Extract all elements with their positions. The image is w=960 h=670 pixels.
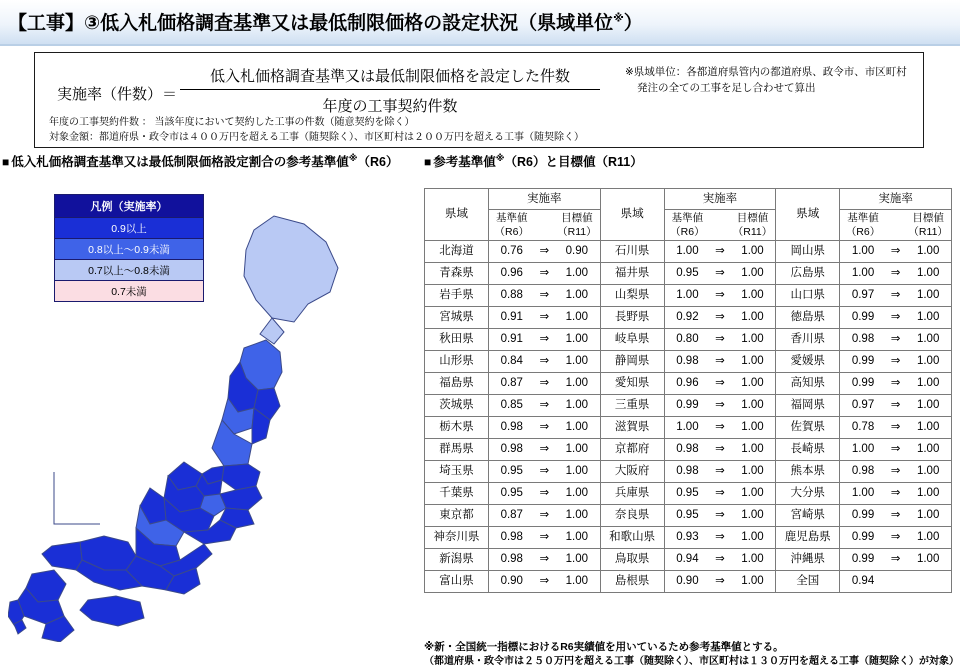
cell-prefecture: 大分県 (776, 483, 840, 505)
th-pref-2: 県域 (600, 189, 664, 241)
arrow-icon: ⇒ (535, 307, 555, 329)
table-row (425, 505, 952, 527)
cell-prefecture: 滋賀県 (600, 417, 664, 439)
cell-target-value: 1.00 (730, 395, 776, 417)
cell-baseline-value: 0.95 (664, 483, 710, 505)
cell-prefecture: 広島県 (776, 263, 840, 285)
legend-row-3: 0.7未満 (55, 281, 203, 301)
table-row (425, 417, 952, 439)
japan-map-panel (8, 172, 412, 642)
cell-prefecture: 宮城県 (425, 307, 489, 329)
cell-baseline-value: 0.85 (488, 395, 534, 417)
cell-prefecture: 熊本県 (776, 461, 840, 483)
arrow-icon: ⇒ (710, 241, 730, 263)
cell-target-value: 1.00 (554, 571, 600, 593)
cell-prefecture: 佐賀県 (776, 417, 840, 439)
th-jisshi-2: 実施率 (664, 189, 776, 210)
arrow-icon: ⇒ (886, 417, 906, 439)
cell-baseline-value: 0.98 (488, 417, 534, 439)
cell-target-value: 1.00 (905, 395, 951, 417)
th-mokuhyo-2-label: 目標値 (736, 212, 769, 224)
cell-target-value: 1.00 (905, 373, 951, 395)
arrow-icon: ⇒ (886, 373, 906, 395)
arrow-icon: ⇒ (535, 263, 555, 285)
cell-prefecture: 大阪府 (600, 461, 664, 483)
cell-prefecture: 鹿児島県 (776, 527, 840, 549)
legend-row-1: 0.8以上～0.9未満 (55, 239, 203, 260)
cell-baseline-value: 0.84 (488, 351, 534, 373)
cell-target-value: 1.00 (730, 549, 776, 571)
cell-prefecture: 千葉県 (425, 483, 489, 505)
th-kijun-2-year: （R6） (670, 226, 705, 238)
formula-numerator: 低入札価格調査基準又は最低制限価格を設定した件数 (209, 68, 570, 85)
th-pref-3: 県域 (776, 189, 840, 241)
arrow-icon: ⇒ (535, 505, 555, 527)
arrow-icon: ⇒ (886, 527, 906, 549)
cell-prefecture: 栃木県 (425, 417, 489, 439)
cell-target-value: 1.00 (554, 307, 600, 329)
cell-prefecture: 島根県 (600, 571, 664, 593)
table-head (425, 189, 952, 241)
cell-baseline-value: 0.87 (488, 505, 534, 527)
cell-target-value: 1.00 (554, 461, 600, 483)
cell-baseline-value: 1.00 (664, 285, 710, 307)
cell-baseline-value: 0.98 (840, 461, 886, 483)
arrow-icon: ⇒ (886, 263, 906, 285)
page-title (8, 8, 643, 35)
cell-prefecture: 神奈川県 (425, 527, 489, 549)
arrow-icon: ⇒ (535, 373, 555, 395)
th-arrow-1 (535, 210, 555, 241)
section-heading-map-tail: （R6） (357, 155, 399, 169)
cell-baseline-value: 0.96 (664, 373, 710, 395)
th-mokuhyo-1-year: （R11） (557, 226, 597, 238)
formula-label: 実施率（件数）＝ (57, 86, 178, 103)
cell-target-value: 1.00 (554, 285, 600, 307)
th-kijun-3 (840, 210, 886, 241)
arrow-icon: ⇒ (886, 351, 906, 373)
table-row (425, 263, 952, 285)
section-heading-map-sup: ※ (348, 152, 358, 163)
table-row (425, 351, 952, 373)
table-row (425, 461, 952, 483)
th-kijun-3-year: （R6） (845, 226, 881, 238)
arrow-icon: ⇒ (710, 505, 730, 527)
cell-prefecture: 岡山県 (776, 241, 840, 263)
cell-baseline-value: 0.98 (488, 439, 534, 461)
cell-prefecture: 東京都 (425, 505, 489, 527)
cell-target-value: 1.00 (905, 549, 951, 571)
arrow-icon: ⇒ (710, 285, 730, 307)
cell-prefecture: 群馬県 (425, 439, 489, 461)
page-title-tail: ） (623, 13, 643, 34)
cell-prefecture: 福岡県 (776, 395, 840, 417)
table-row (425, 571, 952, 593)
table-head-row-2 (425, 210, 952, 241)
formula-fraction (180, 65, 600, 116)
reference-values-table-wrap (424, 188, 952, 593)
th-kijun-2-label: 基準値 (671, 212, 704, 224)
arrow-icon: ⇒ (710, 329, 730, 351)
arrow-icon: ⇒ (535, 395, 555, 417)
formula-note-line1: ※県域単位：各都道府県管内の都道府県、政令市、市区町村 (625, 66, 907, 78)
page-title-sup: ※ (613, 12, 624, 25)
cell-baseline-value: 0.95 (488, 461, 534, 483)
cell-target-value: 1.00 (554, 351, 600, 373)
table-row (425, 483, 952, 505)
arrow-icon: ⇒ (886, 461, 906, 483)
cell-prefecture: 沖縄県 (776, 549, 840, 571)
arrow-icon: ⇒ (886, 439, 906, 461)
arrow-icon: ⇒ (535, 329, 555, 351)
cell-prefecture: 和歌山県 (600, 527, 664, 549)
th-mokuhyo-1 (554, 210, 600, 241)
cell-baseline-value: 1.00 (840, 241, 886, 263)
cell-target-value: 1.00 (554, 417, 600, 439)
cell-target-value: 1.00 (730, 285, 776, 307)
cell-target-value: 1.00 (554, 527, 600, 549)
cell-target-value: 1.00 (905, 527, 951, 549)
section-heading-table-tail: （R6）と目標値（R11） (504, 155, 643, 169)
cell-target-value: 1.00 (730, 241, 776, 263)
cell-baseline-value: 0.88 (488, 285, 534, 307)
reference-values-table (424, 188, 952, 593)
cell-prefecture: 福島県 (425, 373, 489, 395)
table-row (425, 527, 952, 549)
cell-prefecture: 山梨県 (600, 285, 664, 307)
cell-prefecture: 高知県 (776, 373, 840, 395)
cell-prefecture: 福井県 (600, 263, 664, 285)
legend-row-0: 0.9以上 (55, 218, 203, 239)
arrow-icon: ⇒ (535, 461, 555, 483)
cell-baseline-value: 0.94 (840, 571, 886, 593)
cell-baseline-value: 0.90 (488, 571, 534, 593)
cell-target-value: 1.00 (905, 505, 951, 527)
cell-baseline-value: 0.99 (840, 307, 886, 329)
formula-box (34, 52, 924, 148)
cell-baseline-value: 0.90 (664, 571, 710, 593)
th-kijun-1-label: 基準値 (496, 212, 528, 224)
cell-baseline-value: 0.92 (664, 307, 710, 329)
arrow-icon: ⇒ (710, 307, 730, 329)
cell-baseline-value: 0.97 (840, 285, 886, 307)
cell-prefecture: 山口県 (776, 285, 840, 307)
cell-baseline-value: 0.99 (840, 527, 886, 549)
cell-target-value: 1.00 (730, 461, 776, 483)
cell-target-value: 1.00 (730, 571, 776, 593)
table-row (425, 549, 952, 571)
bullet-square-icon-2: ■ (424, 155, 432, 169)
cell-baseline-value: 0.80 (664, 329, 710, 351)
cell-target-value: 1.00 (730, 329, 776, 351)
cell-target-value: 1.00 (554, 373, 600, 395)
cell-baseline-value: 0.98 (664, 439, 710, 461)
cell-target-value: 1.00 (730, 527, 776, 549)
arrow-icon: ⇒ (886, 285, 906, 307)
arrow-icon: ⇒ (535, 571, 555, 593)
section-heading-table (424, 152, 643, 170)
section-heading-map (2, 152, 399, 170)
fraction-bar (180, 89, 600, 90)
cell-baseline-value: 0.76 (488, 241, 534, 263)
arrow-icon: ⇒ (710, 351, 730, 373)
cell-target-value: 1.00 (905, 461, 951, 483)
table-row (425, 373, 952, 395)
cell-target-value: 1.00 (554, 263, 600, 285)
cell-target-value: 1.00 (905, 241, 951, 263)
th-jisshi-1: 実施率 (488, 189, 600, 210)
cell-prefecture: 新潟県 (425, 549, 489, 571)
cell-baseline-value: 0.99 (840, 549, 886, 571)
cell-prefecture: 岐阜県 (600, 329, 664, 351)
table-row (425, 285, 952, 307)
cell-target-value: 1.00 (730, 351, 776, 373)
arrow-icon: ⇒ (710, 461, 730, 483)
cell-prefecture: 鳥取県 (600, 549, 664, 571)
arrow-icon: ⇒ (710, 439, 730, 461)
cell-baseline-value: 0.87 (488, 373, 534, 395)
th-mokuhyo-2-year: （R11） (732, 226, 773, 238)
th-kijun-3-label: 基準値 (847, 212, 879, 224)
cell-target-value: 1.00 (554, 505, 600, 527)
arrow-icon: ⇒ (710, 571, 730, 593)
cell-prefecture: 兵庫県 (600, 483, 664, 505)
map-legend (54, 194, 204, 302)
cell-baseline-value: 0.94 (664, 549, 710, 571)
cell-target-value (905, 571, 951, 593)
cell-prefecture: 静岡県 (600, 351, 664, 373)
cell-prefecture: 秋田県 (425, 329, 489, 351)
arrow-icon: ⇒ (535, 417, 555, 439)
cell-target-value: 1.00 (905, 285, 951, 307)
cell-baseline-value: 0.99 (840, 351, 886, 373)
th-kijun-1 (488, 210, 534, 241)
arrow-icon: ⇒ (886, 241, 906, 263)
formula-note-line2: 発注の全ての工事を足し合わせて算出 (637, 81, 816, 94)
th-mokuhyo-2 (730, 210, 776, 241)
cell-baseline-value: 0.91 (488, 307, 534, 329)
cell-prefecture: 京都府 (600, 439, 664, 461)
cell-prefecture: 北海道 (425, 241, 489, 263)
cell-target-value: 1.00 (905, 351, 951, 373)
cell-target-value: 1.00 (554, 549, 600, 571)
cell-baseline-value: 0.98 (488, 549, 534, 571)
cell-baseline-value: 0.98 (664, 461, 710, 483)
cell-prefecture: 岩手県 (425, 285, 489, 307)
cell-baseline-value: 0.78 (840, 417, 886, 439)
table-head-row-1 (425, 189, 952, 210)
arrow-icon: ⇒ (886, 307, 906, 329)
arrow-icon: ⇒ (886, 483, 906, 505)
cell-target-value: 1.00 (554, 483, 600, 505)
cell-baseline-value: 0.91 (488, 329, 534, 351)
arrow-icon: ⇒ (535, 483, 555, 505)
cell-target-value: 1.00 (730, 417, 776, 439)
arrow-icon: ⇒ (710, 527, 730, 549)
cell-target-value: 1.00 (905, 417, 951, 439)
cell-baseline-value: 1.00 (840, 439, 886, 461)
arrow-icon: ⇒ (535, 241, 555, 263)
cell-prefecture: 全国 (776, 571, 840, 593)
legend-row-2: 0.7以上～0.8未満 (55, 260, 203, 281)
arrow-icon: ⇒ (886, 549, 906, 571)
cell-baseline-value: 0.97 (840, 395, 886, 417)
cell-prefecture: 富山県 (425, 571, 489, 593)
cell-prefecture: 山形県 (425, 351, 489, 373)
table-row (425, 395, 952, 417)
cell-target-value: 1.00 (905, 329, 951, 351)
arrow-icon (886, 571, 906, 593)
formula-foot-line2: 対象金額：都道府県・政令市は４００万円を超える工事（随契除く）、市区町村は２００万円を超える工事（随契除く） (49, 132, 584, 143)
th-kijun-1-year: （R6） (494, 226, 529, 238)
th-arrow-2 (710, 210, 730, 241)
th-kijun-2 (664, 210, 710, 241)
cell-baseline-value: 0.99 (664, 395, 710, 417)
footnote-line2: （都道府県・政令市は２５０万円を超える工事（随契除く）、市区町村は１３０万円を超える工事（随契除く）が対象） (424, 656, 959, 668)
arrow-icon: ⇒ (535, 549, 555, 571)
cell-target-value: 0.90 (554, 241, 600, 263)
arrow-icon: ⇒ (710, 263, 730, 285)
cell-target-value: 1.00 (905, 263, 951, 285)
section-heading-table-sup: ※ (495, 152, 505, 163)
cell-target-value: 1.00 (730, 307, 776, 329)
arrow-icon: ⇒ (710, 395, 730, 417)
legend-title: 凡例（実施率） (55, 195, 203, 218)
arrow-icon: ⇒ (710, 483, 730, 505)
cell-baseline-value: 0.96 (488, 263, 534, 285)
cell-baseline-value: 0.98 (664, 351, 710, 373)
cell-baseline-value: 0.98 (488, 527, 534, 549)
cell-target-value: 1.00 (730, 263, 776, 285)
th-pref-1: 県域 (425, 189, 489, 241)
cell-baseline-value: 1.00 (664, 417, 710, 439)
cell-baseline-value: 0.95 (488, 483, 534, 505)
cell-baseline-value: 1.00 (664, 241, 710, 263)
cell-baseline-value: 0.95 (664, 505, 710, 527)
th-mokuhyo-3-label: 目標値 (912, 212, 944, 224)
table-row (425, 329, 952, 351)
table-row (425, 439, 952, 461)
th-mokuhyo-3 (905, 210, 951, 241)
arrow-icon: ⇒ (535, 527, 555, 549)
cell-prefecture: 長崎県 (776, 439, 840, 461)
footnote-line1: ※新・全国統一指標におけるR6実績値を用いているため参考基準値とする。 (424, 641, 784, 653)
cell-prefecture: 茨城県 (425, 395, 489, 417)
arrow-icon: ⇒ (535, 439, 555, 461)
cell-baseline-value: 0.99 (840, 373, 886, 395)
cell-prefecture: 香川県 (776, 329, 840, 351)
arrow-icon: ⇒ (710, 373, 730, 395)
formula-foot-line1: 年度の工事契約件数 ： 当該年度において契約した工事の件数（随意契約を除く） (49, 117, 415, 128)
th-jisshi-3: 実施率 (840, 189, 952, 210)
cell-target-value: 1.00 (730, 373, 776, 395)
cell-target-value: 1.00 (730, 505, 776, 527)
th-mokuhyo-3-year: （R11） (908, 226, 948, 238)
formula-footnote (49, 115, 584, 145)
cell-target-value: 1.00 (554, 329, 600, 351)
bullet-square-icon: ■ (2, 155, 10, 169)
table-footnote (424, 640, 959, 670)
cell-prefecture: 愛知県 (600, 373, 664, 395)
cell-baseline-value: 1.00 (840, 263, 886, 285)
cell-prefecture: 奈良県 (600, 505, 664, 527)
cell-baseline-value: 0.95 (664, 263, 710, 285)
page-header (0, 0, 960, 46)
cell-target-value: 1.00 (905, 307, 951, 329)
th-mokuhyo-1-label: 目標値 (561, 212, 593, 224)
cell-prefecture: 宮崎県 (776, 505, 840, 527)
cell-prefecture: 三重県 (600, 395, 664, 417)
table-body (425, 241, 952, 593)
arrow-icon: ⇒ (535, 351, 555, 373)
cell-target-value: 1.00 (905, 439, 951, 461)
arrow-icon: ⇒ (886, 395, 906, 417)
cell-prefecture: 徳島県 (776, 307, 840, 329)
cell-prefecture: 青森県 (425, 263, 489, 285)
cell-baseline-value: 0.93 (664, 527, 710, 549)
cell-target-value: 1.00 (730, 439, 776, 461)
cell-target-value: 1.00 (554, 395, 600, 417)
cell-prefecture: 愛媛県 (776, 351, 840, 373)
page-title-main: 【工事】③低入札価格調査基準又は最低制限価格の設定状況（県域単位 (8, 13, 614, 34)
cell-target-value: 1.00 (730, 483, 776, 505)
th-arrow-3 (886, 210, 906, 241)
cell-target-value: 1.00 (554, 439, 600, 461)
table-row (425, 307, 952, 329)
arrow-icon: ⇒ (535, 285, 555, 307)
section-heading-map-text: 低入札価格調査基準又は最低制限価格設定割合の参考基準値 (11, 155, 349, 169)
cell-prefecture: 埼玉県 (425, 461, 489, 483)
arrow-icon: ⇒ (886, 329, 906, 351)
arrow-icon: ⇒ (886, 505, 906, 527)
cell-prefecture: 石川県 (600, 241, 664, 263)
formula-denominator: 年度の工事契約件数 (322, 98, 458, 115)
table-row (425, 241, 952, 263)
arrow-icon: ⇒ (710, 417, 730, 439)
formula-note (625, 65, 915, 97)
arrow-icon: ⇒ (710, 549, 730, 571)
cell-baseline-value: 0.98 (840, 329, 886, 351)
cell-baseline-value: 0.99 (840, 505, 886, 527)
section-heading-table-text: 参考基準値 (433, 155, 496, 169)
cell-prefecture: 長野県 (600, 307, 664, 329)
cell-target-value: 1.00 (905, 483, 951, 505)
cell-baseline-value: 1.00 (840, 483, 886, 505)
